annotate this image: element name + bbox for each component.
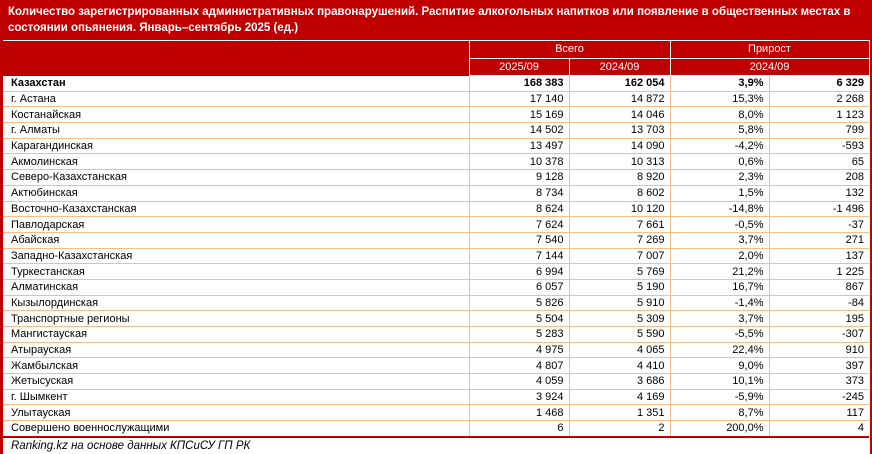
- growth-abs-cell: 117: [769, 405, 869, 421]
- region-name-cell: Акмолинская: [3, 154, 469, 170]
- source-row: [3, 437, 869, 454]
- region-name-cell: Северо-Казахстанская: [3, 170, 469, 186]
- table-row: [3, 123, 869, 139]
- growth-pct-cell: -14,8%: [670, 201, 769, 217]
- statistics-table: [3, 40, 870, 454]
- table-row: [3, 217, 869, 233]
- growth-pct-cell: 8,0%: [670, 107, 769, 123]
- table-row: [3, 185, 869, 201]
- value-2025-cell: 168 383: [469, 76, 569, 92]
- value-2024-cell: 8 920: [569, 170, 670, 186]
- growth-pct-cell: 0,6%: [670, 154, 769, 170]
- growth-abs-cell: 137: [769, 248, 869, 264]
- value-2025-cell: 5 504: [469, 311, 569, 327]
- region-name-cell: Улытауская: [3, 405, 469, 421]
- value-2024-cell: 5 769: [569, 264, 670, 280]
- growth-abs-cell: -1 496: [769, 201, 869, 217]
- value-2025-cell: 4 807: [469, 358, 569, 374]
- growth-abs-cell: 397: [769, 358, 869, 374]
- growth-abs-cell: 799: [769, 123, 869, 139]
- value-2024-cell: 13 703: [569, 123, 670, 139]
- growth-pct-cell: 9,0%: [670, 358, 769, 374]
- region-name-cell: Карагандинская: [3, 138, 469, 154]
- growth-abs-cell: -84: [769, 295, 869, 311]
- value-2024-cell: 10 120: [569, 201, 670, 217]
- table-row: [3, 154, 869, 170]
- growth-abs-cell: 195: [769, 311, 869, 327]
- region-name-cell: Кызылординская: [3, 295, 469, 311]
- region-name-cell: Туркестанская: [3, 264, 469, 280]
- growth-pct-cell: -5,9%: [670, 389, 769, 405]
- value-2024-cell: 14 046: [569, 107, 670, 123]
- value-2024-cell: 8 602: [569, 185, 670, 201]
- value-2024-cell: 162 054: [569, 76, 670, 92]
- table-row: [3, 232, 869, 248]
- growth-pct-cell: -4,2%: [670, 138, 769, 154]
- table-row: [3, 170, 869, 186]
- value-2024-cell: 5 309: [569, 311, 670, 327]
- value-2024-cell: 2: [569, 421, 670, 437]
- region-name-cell: Атырауская: [3, 342, 469, 358]
- table-row: [3, 358, 869, 374]
- value-2024-cell: 5 190: [569, 279, 670, 295]
- table-row: [3, 248, 869, 264]
- growth-abs-cell: 4: [769, 421, 869, 437]
- value-2025-cell: 6: [469, 421, 569, 437]
- subheader-total-2025: 2025/09: [469, 58, 569, 76]
- table-row: [3, 138, 869, 154]
- group-header-growth: Прирост: [670, 41, 869, 59]
- value-2025-cell: 1 468: [469, 405, 569, 421]
- value-2025-cell: 14 502: [469, 123, 569, 139]
- table-footer: [3, 437, 869, 454]
- region-name-cell: г. Астана: [3, 91, 469, 107]
- value-2025-cell: 10 378: [469, 154, 569, 170]
- table-row: [3, 264, 869, 280]
- table-header: [3, 41, 869, 76]
- table-row: [3, 91, 869, 107]
- value-2025-cell: 5 826: [469, 295, 569, 311]
- table-row: [3, 311, 869, 327]
- value-2025-cell: 15 169: [469, 107, 569, 123]
- value-2025-cell: 7 624: [469, 217, 569, 233]
- value-2024-cell: 10 313: [569, 154, 670, 170]
- region-name-cell: Мангистауская: [3, 327, 469, 343]
- growth-pct-cell: 10,1%: [670, 374, 769, 390]
- growth-pct-cell: 16,7%: [670, 279, 769, 295]
- source-note: Ranking.kz на основе данных КПСиСУ ГП РК: [3, 437, 869, 454]
- table-row: [3, 405, 869, 421]
- table-row: [3, 389, 869, 405]
- growth-pct-cell: -1,4%: [670, 295, 769, 311]
- value-2025-cell: 17 140: [469, 91, 569, 107]
- table-row: [3, 374, 869, 390]
- growth-abs-cell: 208: [769, 170, 869, 186]
- growth-abs-cell: -245: [769, 389, 869, 405]
- value-2025-cell: 8 734: [469, 185, 569, 201]
- table-row: [3, 342, 869, 358]
- table-body: [3, 76, 869, 437]
- growth-abs-cell: 132: [769, 185, 869, 201]
- group-header-row: [3, 41, 869, 59]
- value-2024-cell: 14 872: [569, 91, 670, 107]
- growth-pct-cell: 8,7%: [670, 405, 769, 421]
- table-row: [3, 295, 869, 311]
- growth-abs-cell: -307: [769, 327, 869, 343]
- growth-pct-cell: 2,3%: [670, 170, 769, 186]
- value-2024-cell: 7 269: [569, 232, 670, 248]
- growth-abs-cell: 6 329: [769, 76, 869, 92]
- group-header-total: Всего: [469, 41, 670, 59]
- growth-abs-cell: 373: [769, 374, 869, 390]
- value-2025-cell: 3 924: [469, 389, 569, 405]
- region-name-cell: Жетысуская: [3, 374, 469, 390]
- region-name-cell: г. Шымкент: [3, 389, 469, 405]
- value-2024-cell: 3 686: [569, 374, 670, 390]
- value-2025-cell: 5 283: [469, 327, 569, 343]
- region-name-cell: Актюбинская: [3, 185, 469, 201]
- growth-pct-cell: 22,4%: [670, 342, 769, 358]
- growth-pct-cell: 3,7%: [670, 311, 769, 327]
- growth-abs-cell: 1 123: [769, 107, 869, 123]
- value-2025-cell: 7 540: [469, 232, 569, 248]
- region-name-cell: Транспортные регионы: [3, 311, 469, 327]
- region-name-cell: Совершено военнослужащими: [3, 421, 469, 437]
- table-row: [3, 201, 869, 217]
- value-2025-cell: 4 059: [469, 374, 569, 390]
- table-row: [3, 421, 869, 437]
- growth-pct-cell: 1,5%: [670, 185, 769, 201]
- region-name-cell: Западно-Казахстанская: [3, 248, 469, 264]
- growth-abs-cell: 65: [769, 154, 869, 170]
- growth-abs-cell: 2 268: [769, 91, 869, 107]
- growth-pct-cell: 15,3%: [670, 91, 769, 107]
- region-name-cell: Абайская: [3, 232, 469, 248]
- value-2024-cell: 4 065: [569, 342, 670, 358]
- value-2025-cell: 6 994: [469, 264, 569, 280]
- growth-abs-cell: -593: [769, 138, 869, 154]
- page-title: Количество зарегистрированных административных правонарушений. Распитие алкогольных напитков или появление в общественных местах в состоянии опьянения. Январь–сентябрь 2025 (ед.): [8, 6, 851, 34]
- growth-pct-cell: 21,2%: [670, 264, 769, 280]
- subheader-growth-2024: 2024/09: [670, 58, 869, 76]
- region-name-cell: Алматинская: [3, 279, 469, 295]
- growth-pct-cell: 3,7%: [670, 232, 769, 248]
- value-2024-cell: 14 090: [569, 138, 670, 154]
- value-2024-cell: 4 410: [569, 358, 670, 374]
- growth-pct-cell: -5,5%: [670, 327, 769, 343]
- value-2025-cell: 8 624: [469, 201, 569, 217]
- table-row: [3, 76, 869, 92]
- growth-abs-cell: 271: [769, 232, 869, 248]
- region-name-cell: Павлодарская: [3, 217, 469, 233]
- growth-abs-cell: 867: [769, 279, 869, 295]
- corner-cell: [3, 41, 469, 76]
- value-2024-cell: 5 590: [569, 327, 670, 343]
- growth-pct-cell: 5,8%: [670, 123, 769, 139]
- growth-abs-cell: 910: [769, 342, 869, 358]
- growth-pct-cell: -0,5%: [670, 217, 769, 233]
- value-2025-cell: 13 497: [469, 138, 569, 154]
- growth-abs-cell: -37: [769, 217, 869, 233]
- growth-pct-cell: 200,0%: [670, 421, 769, 437]
- region-name-cell: Восточно-Казахстанская: [3, 201, 469, 217]
- subheader-total-2024: 2024/09: [569, 58, 670, 76]
- growth-abs-cell: 1 225: [769, 264, 869, 280]
- value-2025-cell: 6 057: [469, 279, 569, 295]
- value-2024-cell: 4 169: [569, 389, 670, 405]
- region-name-cell: Жамбылская: [3, 358, 469, 374]
- value-2025-cell: 9 128: [469, 170, 569, 186]
- table-row: [3, 327, 869, 343]
- region-name-cell: Казахстан: [3, 76, 469, 92]
- region-name-cell: Костанайская: [3, 107, 469, 123]
- value-2024-cell: 1 351: [569, 405, 670, 421]
- region-name-cell: г. Алматы: [3, 123, 469, 139]
- table-row: [3, 107, 869, 123]
- value-2024-cell: 5 910: [569, 295, 670, 311]
- table-row: [3, 279, 869, 295]
- growth-pct-cell: 2,0%: [670, 248, 769, 264]
- value-2025-cell: 4 975: [469, 342, 569, 358]
- value-2024-cell: 7 661: [569, 217, 670, 233]
- value-2025-cell: 7 144: [469, 248, 569, 264]
- growth-pct-cell: 3,9%: [670, 76, 769, 92]
- value-2024-cell: 7 007: [569, 248, 670, 264]
